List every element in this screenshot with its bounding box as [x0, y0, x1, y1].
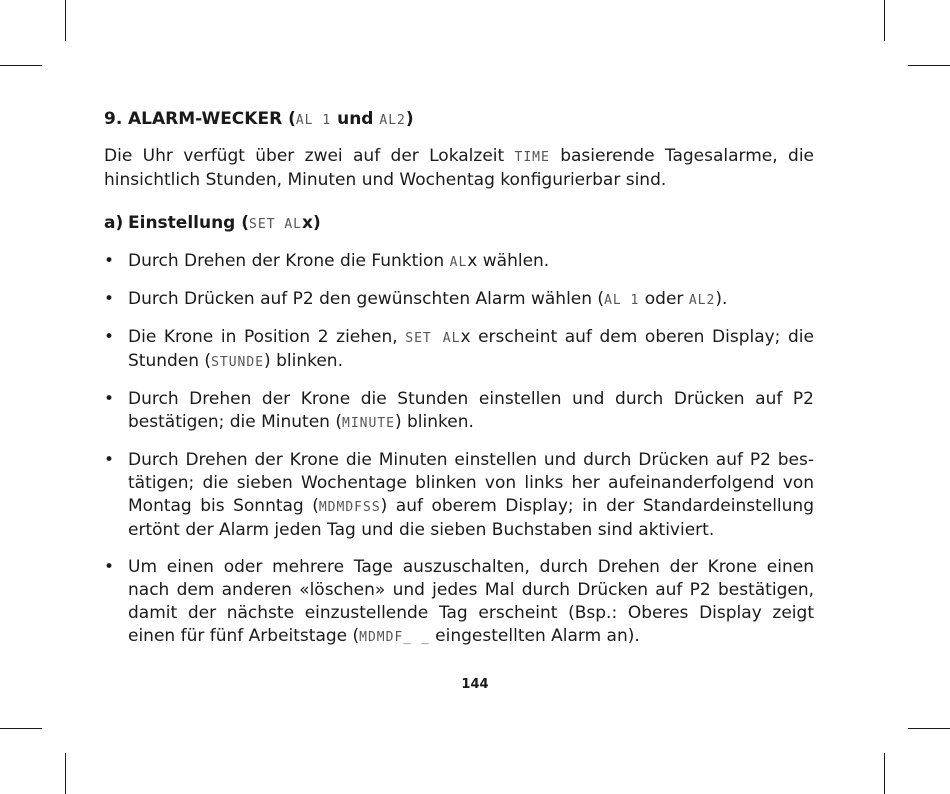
lcd-al1: AL 1 [295, 113, 332, 128]
subsection-heading [104, 212, 814, 236]
bullet-icon: • [104, 389, 115, 409]
lcd-time: TIME [514, 150, 550, 165]
bullet-icon: • [104, 557, 115, 577]
bullet-icon: • [104, 289, 115, 309]
subsection-number: a) [104, 213, 124, 233]
lcd-set-al: SET AL [405, 331, 461, 346]
intro-paragraph: Die Uhr verfügt über zwei auf der Lokalzeit TIME basierende Tagesalarme, die hinsichtlich Stunden, Minuten und Wochentag konfigurierbar sind. [104, 146, 814, 190]
list-item: • Durch Drehen der Krone die Stunden einstellen und durch Drücken auf P2 bestätigen; die Minuten (MINUTE) blinken. [104, 389, 814, 432]
section-number: 9. [104, 109, 123, 129]
crop-mark-bottom-left-vertical [65, 753, 66, 794]
list-item: • Durch Drehen der Krone die Minuten einstellen und durch Drücken auf P2 bes- tätigen; die sieben Wochentage blinken von links her aufeinanderfolgend von Montag bis Sonntag (MDMDFSS) auf oberem Display; in der Standardeinstellung ertönt der Alarm jeden Tag und die sieben Buchstaben sind aktiviert. [104, 450, 814, 540]
page-number: 144 [461, 677, 489, 692]
crop-mark-top-right-horizontal [908, 65, 950, 66]
section-heading [104, 108, 814, 132]
lcd-stunde: STUNDE [211, 355, 265, 370]
lcd-al2: AL2 [688, 293, 716, 308]
subsection-title: Einstellung (SET ALx) [128, 213, 321, 233]
lcd-set-al: SET AL [249, 217, 303, 232]
manual-page [104, 108, 814, 663]
crop-mark-top-left-vertical [65, 0, 66, 41]
bullet-icon: • [104, 251, 115, 271]
crop-mark-bottom-right-horizontal [908, 728, 950, 729]
crop-mark-bottom-right-vertical [884, 753, 885, 794]
section-title: ALARM-WECKER (AL 1 und AL2) [128, 109, 414, 129]
crop-mark-top-left-horizontal [0, 65, 42, 66]
lcd-workdays: MDMDF_ _ [359, 630, 430, 645]
crop-mark-bottom-left-horizontal [0, 728, 42, 729]
lcd-minute: MINUTE [342, 416, 395, 431]
list-item: • Durch Drehen der Krone die Funktion ALx wählen. [104, 251, 550, 271]
crop-mark-top-right-vertical [884, 0, 885, 41]
lcd-al1: AL 1 [604, 293, 640, 308]
lcd-al: AL [449, 255, 468, 270]
list-item: • Die Krone in Position 2 ziehen, SET ALx erscheint auf dem oberen Display; die Stunden (STUNDE) blinken. [104, 327, 814, 371]
list-item: • Durch Drücken auf P2 den gewünschten Alarm wählen (AL 1 oder AL2). [104, 289, 728, 309]
lcd-weekdays: MDMDFSS [318, 500, 381, 515]
list-item: • Um einen oder mehrere Tage auszuschalten, durch Drehen der Krone einen nach dem anderen «löschen» und jedes Mal durch Drücken auf P2 bestätigen, damit der nächste einzustellende Tag erscheint (Bsp.: Oberes Display zeigt einen für fünf Arbeitstage (MDMDF_ _ eingestellten Alarm an). [104, 557, 814, 646]
instruction-list [104, 250, 814, 649]
bullet-icon: • [104, 327, 115, 347]
lcd-al2: AL2 [379, 113, 406, 128]
bullet-icon: • [104, 450, 115, 470]
